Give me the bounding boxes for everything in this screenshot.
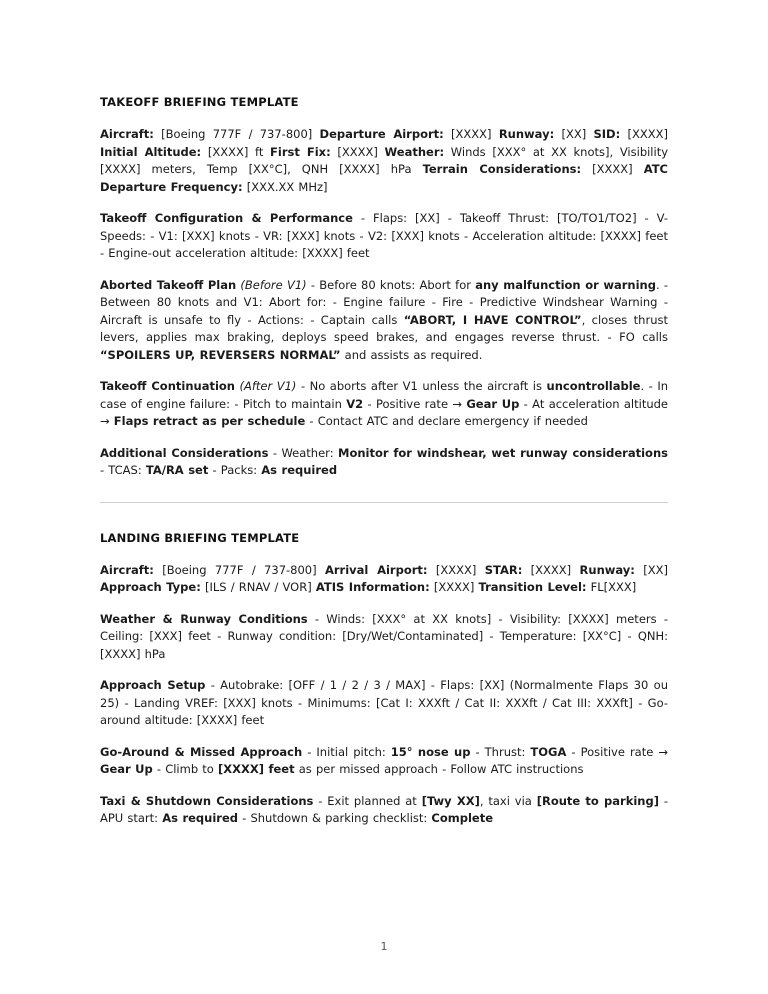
text-run: Winds [XXX° at XX knots], Visibility [XXXX] meters, Temp [XX°C], QNH [XXXX] hPa — [100, 144, 669, 176]
bold-text: Takeoff Configuration & Performance — [100, 211, 353, 225]
bold-text: Terrain Considerations: — [422, 162, 582, 176]
text-run: [Boeing 777F / 737-800] — [153, 127, 320, 141]
bold-text: Gear Up — [100, 762, 153, 776]
landing-section-title: LANDING BRIEFING TEMPLATE — [100, 530, 300, 545]
bold-text: Weather & Runway Conditions — [100, 611, 308, 626]
text-run: - Thrust: — [470, 744, 531, 759]
bold-text: Taxi & Shutdown Considerations — [100, 793, 314, 808]
paragraph — [100, 793, 668, 828]
bold-text: [Twy XX] — [421, 793, 480, 808]
bold-text: 15° nose up — [390, 744, 471, 759]
text-run: , closes thrust levers, applies max braking, deploys speed brakes, and engages reverse thrust. - FO calls — [100, 312, 668, 344]
bold-text: Weather: — [384, 144, 445, 159]
text-run: - At acceleration altitude → — [100, 396, 668, 428]
text-run: - Positive rate → — [363, 396, 467, 411]
bold-text: Gear Up — [466, 396, 520, 411]
bold-text: Approach Type: — [100, 580, 201, 594]
italic-text: (After V1) — [234, 379, 297, 393]
bold-text: As required — [162, 811, 238, 825]
text-run: . - In case of engine failure: - Pitch to maintain — [100, 379, 669, 411]
text-run: [XX] — [634, 562, 669, 577]
paragraph — [100, 126, 668, 196]
text-run: - TCAS: — [100, 463, 146, 477]
text-run: [XXXX] ft — [201, 144, 271, 159]
text-run: as per missed approach - Follow ATC instructions — [294, 762, 584, 776]
text-run: - APU start: — [100, 793, 668, 825]
paragraph — [100, 744, 668, 779]
bold-text: ATIS Information: — [315, 580, 430, 594]
text-run: FL[XXX] — [586, 580, 637, 594]
bold-text: “SPOILERS UP, REVERSERS NORMAL” — [100, 347, 341, 362]
bold-text: TOGA — [530, 744, 567, 759]
page-number: 1 — [380, 940, 388, 953]
text-run: - Exit planned at — [313, 793, 422, 808]
bold-text: Takeoff Continuation — [100, 379, 235, 393]
bold-text: Transition Level: — [478, 580, 587, 594]
text-run: . - Between 80 knots and V1: Abort for: - Engine failure - Fire - Predictive Windshear Warning - Aircraft is unsafe to fly - Actions: - Captain calls — [100, 277, 668, 327]
bold-text: [XXXX] feet — [218, 762, 295, 776]
section-divider — [100, 502, 668, 503]
bold-text: Additional Considerations — [100, 445, 269, 460]
text-run: [Boeing 777F / 737-800] — [153, 562, 325, 577]
text-run: - Contact ATC and declare emergency if needed — [305, 414, 588, 428]
bold-text: Complete — [431, 811, 494, 825]
text-run: - Positive rate → — [566, 744, 668, 759]
bold-text: Runway: — [498, 127, 555, 141]
paragraph — [100, 611, 668, 664]
bold-text: Go-Around & Missed Approach — [100, 744, 303, 759]
text-run: and assists as required. — [340, 347, 483, 362]
text-run: [XXXX] — [620, 127, 668, 141]
text-run: - Flaps: [XX] - Takeoff Thrust: [TO/TO1/TO2] - V-Speeds: - V1: [XXX] knots - VR: [XXX] knots - V2: [XXX] knots - Acceleration altitude: [XXXX] feet - Engine-out acceleration altitude: [XXXX] feet — [100, 211, 669, 260]
document-content — [100, 95, 668, 828]
text-run: - No aborts after V1 unless the aircraft is — [296, 379, 547, 393]
paragraph — [100, 378, 668, 431]
bold-text: First Fix: — [270, 144, 331, 159]
text-run: [XXXX] — [581, 162, 644, 176]
text-run: [XXX.XX MHz] — [242, 179, 328, 194]
bold-text: Arrival Airport: — [324, 562, 428, 577]
bold-text: [Route to parking] — [536, 793, 659, 808]
bold-text: Monitor for windshear, wet runway considerations — [338, 445, 668, 460]
paragraph — [100, 445, 668, 480]
bold-text: Aircraft: — [100, 127, 154, 141]
paragraph — [100, 562, 668, 597]
bold-text: STAR: — [484, 562, 523, 577]
text-run: [ILS / RNAV / VOR] — [200, 580, 316, 594]
italic-text: (Before V1) — [236, 277, 307, 292]
takeoff-section-body — [100, 126, 668, 480]
paragraph — [100, 677, 668, 730]
text-run: , taxi via — [479, 793, 537, 808]
text-run: [XXXX] — [429, 580, 479, 594]
text-run: - Packs: — [208, 463, 262, 477]
text-run: - Climb to — [152, 762, 218, 776]
paragraph — [100, 277, 668, 365]
text-run: [XXXX] — [330, 144, 385, 159]
text-run: - Initial pitch: — [302, 744, 391, 759]
bold-text: Initial Altitude: — [100, 144, 202, 159]
landing-section-body — [100, 562, 668, 828]
text-run: [XXXX] — [443, 127, 499, 141]
paragraph — [100, 210, 668, 263]
bold-text: Aircraft: — [100, 562, 154, 577]
text-run: [XX] — [554, 127, 594, 141]
text-run: - Winds: [XXX° at XX knots] - Visibility: [XXXX] meters - Ceiling: [XXX] feet - Runway condition: [Dry/Wet/Contaminated] - Temperature: [XX°C] - QNH: [XXXX] hPa — [100, 611, 669, 661]
bold-text: uncontrollable — [546, 379, 641, 393]
bold-text: any malfunction or warning — [475, 277, 656, 292]
bold-text: Runway: — [579, 562, 635, 577]
bold-text: ATC Departure Frequency: — [100, 162, 668, 194]
bold-text: As required — [261, 463, 338, 477]
text-run: - Weather: — [268, 445, 339, 460]
bold-text: Departure Airport: — [319, 127, 444, 141]
takeoff-section-title: TAKEOFF BRIEFING TEMPLATE — [100, 95, 299, 109]
bold-text: Aborted Takeoff Plan — [100, 277, 237, 292]
bold-text: TA/RA set — [145, 463, 209, 477]
text-run: - Shutdown & parking checklist: — [238, 811, 432, 825]
text-run: [XXXX] — [522, 562, 580, 577]
text-run: [XXXX] — [427, 562, 485, 577]
text-run: - Autobrake: [OFF / 1 / 2 / 3 / MAX] - Flaps: [XX] (Normalmente Flaps 30 ou 25) - Landing VREF: [XXX] knots - Minimums: [Cat I: XXXft / Cat II: XXXft / Cat III: XXXft] - Go-around altitude: [XXXX] feet — [100, 678, 668, 727]
bold-text: “ABORT, I HAVE CONTROL” — [403, 312, 582, 327]
text-run: - Before 80 knots: Abort for — [306, 277, 476, 292]
bold-text: Flaps retract as per schedule — [113, 414, 306, 428]
bold-text: SID: — [593, 127, 621, 141]
bold-text: Approach Setup — [100, 678, 206, 692]
bold-text: V2 — [346, 396, 364, 411]
